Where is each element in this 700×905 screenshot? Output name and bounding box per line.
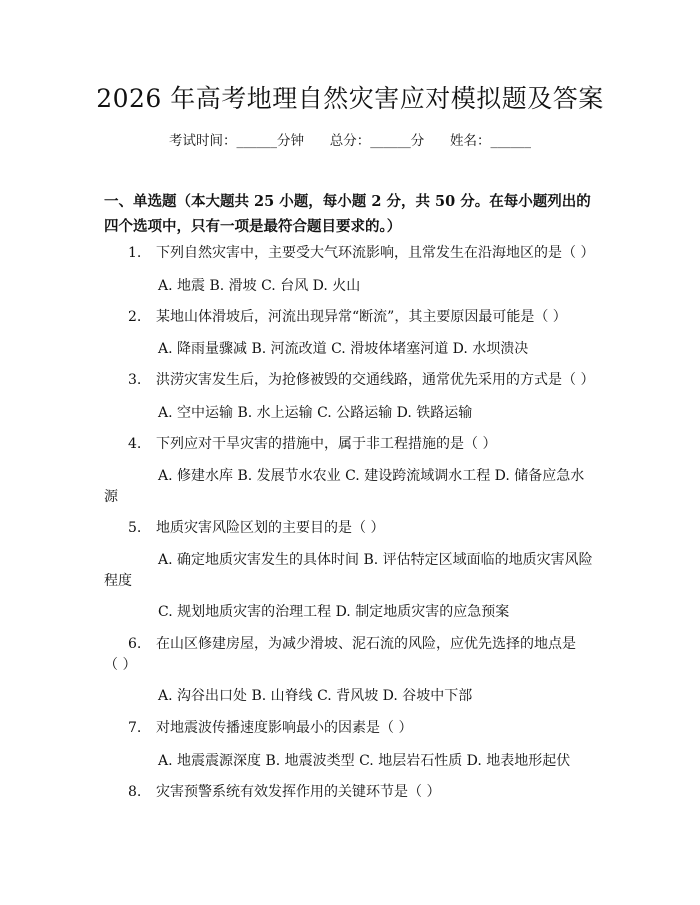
question-5-options-cont: 程度 [104, 573, 132, 589]
question-1-options: A. 地震 B. 滑坡 C. 台风 D. 火山 [158, 278, 361, 294]
question-number: 4. [128, 436, 142, 452]
question-text: 洪涝灾害发生后，为抢修被毁的交通线路，通常优先采用的方式是（ ） [156, 372, 595, 388]
question-7 [128, 718, 412, 738]
question-number: 7. [128, 720, 142, 736]
score-blank: ______ [370, 133, 411, 149]
question-5 [128, 518, 384, 538]
question-7-options: A. 地震震源深度 B. 地震波类型 C. 地层岩石性质 D. 地表地形起伏 [158, 753, 571, 769]
question-number: 1. [128, 245, 142, 261]
question-text: 地质灾害风险区划的主要目的是（ ） [156, 520, 385, 536]
question-text: 某地山体滑坡后，河流出现异常“断流”，其主要原因最可能是（ ） [156, 309, 567, 325]
question-number: 8. [128, 784, 142, 800]
question-3 [128, 370, 594, 390]
name-blank: ______ [490, 133, 531, 149]
question-1 [128, 243, 594, 263]
exam-info-line [0, 131, 700, 151]
score-unit: 分 [410, 133, 425, 149]
time-blank: ______ [236, 133, 277, 149]
question-4 [128, 434, 496, 454]
section-heading: 一、单选题（本大题共 25 小题，每小题 2 分，共 50 分。在每小题列出的四个选项中，只有一项是最符合题目要求的。） [104, 193, 591, 235]
score-label: 总分： [329, 133, 371, 149]
question-text: 灾害预警系统有效发挥作用的关键环节是（ ） [156, 784, 441, 800]
question-5-options-2: C. 规划地质灾害的治理工程 D. 制定地质灾害的应急预案 [158, 604, 510, 620]
question-text: 下列自然灾害中，主要受大气环流影响，且常发生在沿海地区的是（ ） [156, 245, 595, 261]
question-3-options: A. 空中运输 B. 水上运输 C. 公路运输 D. 铁路运输 [158, 405, 473, 421]
question-text: 下列应对干旱灾害的措施中，属于非工程措施的是（ ） [156, 436, 497, 452]
question-text: 在山区修建房屋，为减少滑坡、泥石流的风险，应优先选择的地点是 [156, 636, 576, 652]
question-2 [128, 307, 567, 327]
question-number: 3. [128, 372, 142, 388]
page-title: 2026 年高考地理自然灾害应对模拟题及答案 [96, 84, 604, 113]
question-number: 5. [128, 520, 142, 536]
question-6-text-cont: （ ） [104, 657, 137, 673]
question-number: 2. [128, 309, 142, 325]
question-8 [128, 782, 440, 802]
question-2-options: A. 降雨量骤减 B. 河流改道 C. 滑坡体堵塞河道 D. 水坝溃决 [158, 341, 529, 357]
name-label: 姓名： [450, 133, 491, 149]
time-unit: 分钟 [277, 133, 304, 149]
question-number: 6. [128, 636, 142, 652]
question-text: 对地震波传播速度影响最小的因素是（ ） [156, 720, 413, 736]
question-4-options: A. 修建水库 B. 发展节水农业 C. 建设跨流域调水工程 D. 储备应急水 [158, 468, 585, 484]
time-label: 考试时间： [169, 133, 237, 149]
question-6 [128, 634, 576, 654]
question-4-options-cont: 源 [104, 489, 118, 505]
question-5-options: A. 确定地质灾害发生的具体时间 B. 评估特定区域面临的地质灾害风险 [158, 552, 593, 568]
question-6-options: A. 沟谷出口处 B. 山脊线 C. 背风坡 D. 谷坡中下部 [158, 688, 473, 704]
